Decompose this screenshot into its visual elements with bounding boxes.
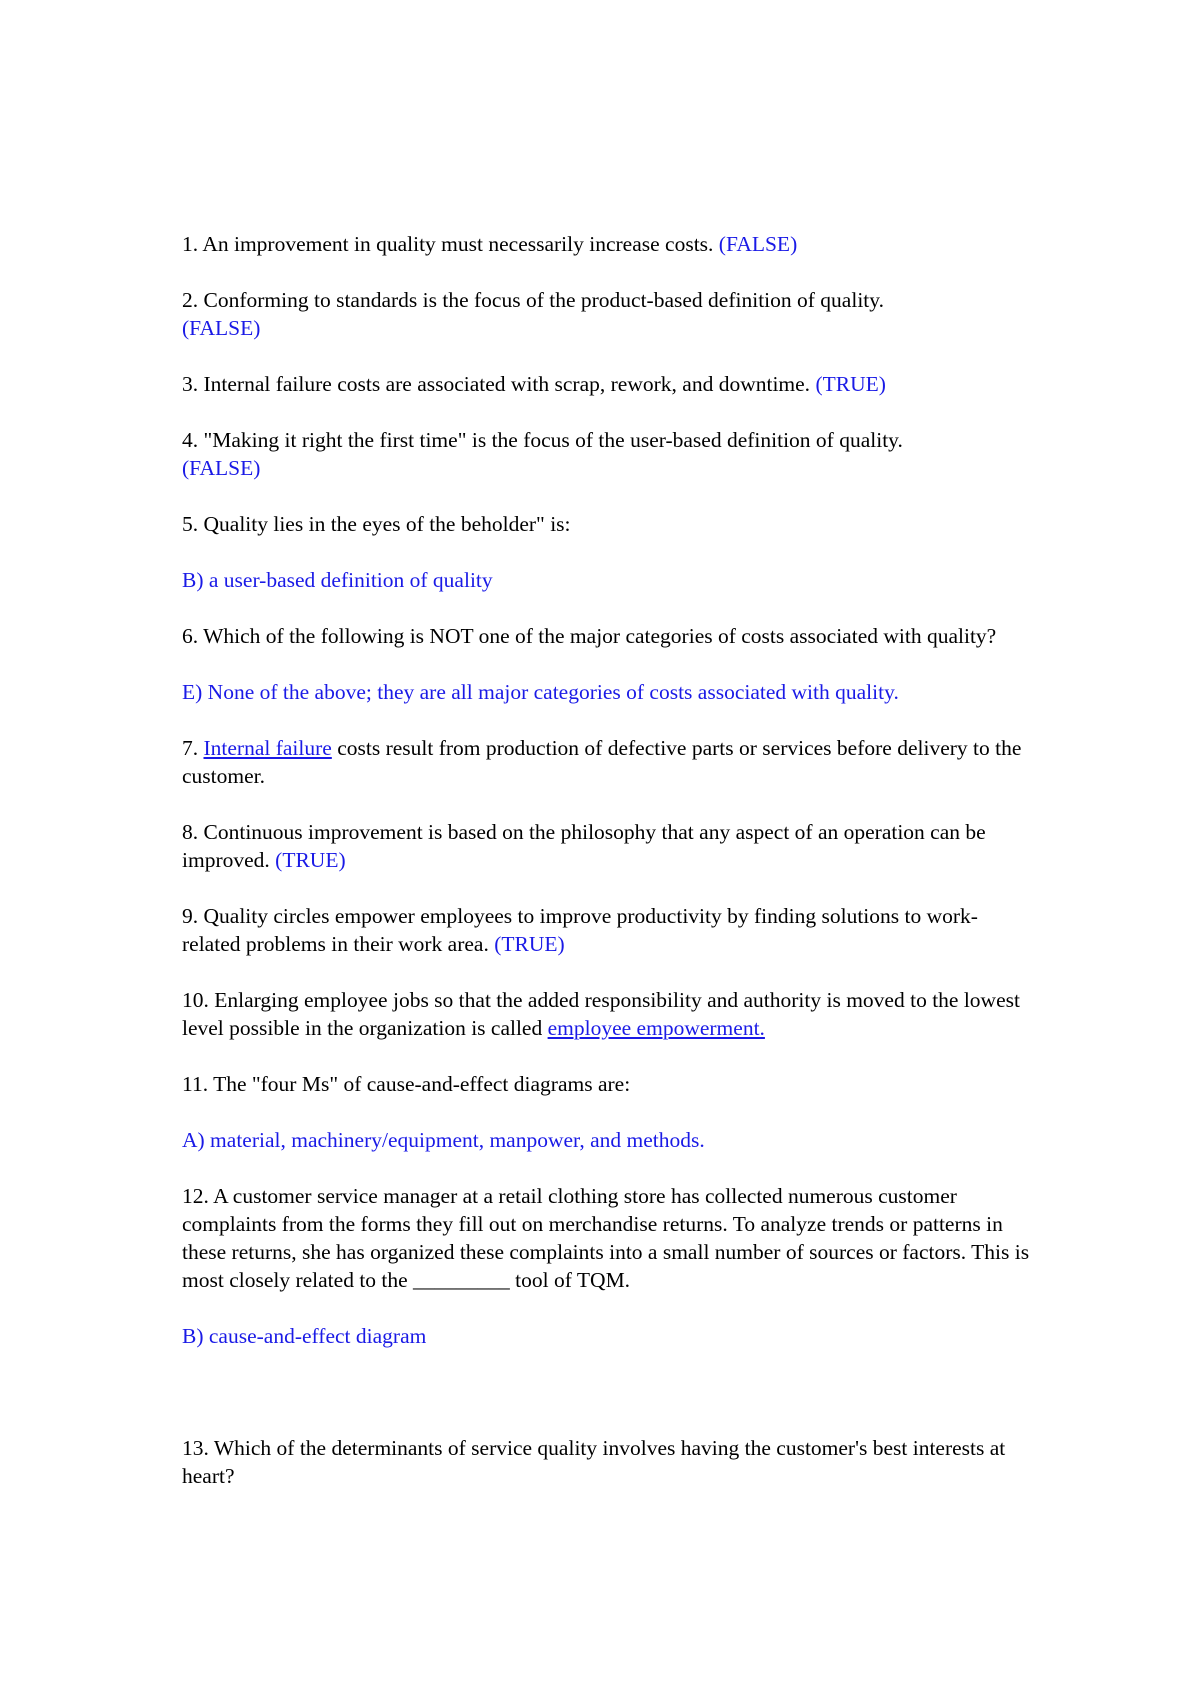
answer-text: (TRUE) (275, 848, 346, 872)
answer-11: A) material, machinery/equipment, manpower, and methods. (182, 1128, 705, 1152)
answer-text: (TRUE) (494, 932, 565, 956)
question-text: 9. Quality circles empower employees to improve productivity by finding solutions to work-related problems in their work area. (182, 904, 978, 956)
answer-6: E) None of the above; they are all major categories of costs associated with quality. (182, 680, 899, 704)
question-text: 5. Quality lies in the eyes of the beholder" is: (182, 512, 571, 536)
question-7 (182, 734, 1032, 790)
question-13 (182, 1434, 1032, 1490)
question-text: 8. Continuous improvement is based on the philosophy that any aspect of an operation can be improved. (182, 820, 986, 872)
answer-5: B) a user-based definition of quality (182, 568, 493, 592)
question-text: 10. Enlarging employee jobs so that the added responsibility and authority is moved to the lowest level possible in the organization is called (182, 988, 1020, 1040)
question-8 (182, 818, 1032, 874)
question-text: 12. A customer service manager at a retail clothing store has collected numerous customer complaints from the forms they fill out on merchandise returns. To analyze trends or patterns in these returns, she has organized these complaints into a small number of sources or factors. This is most closely related to the _________ tool of TQM. (182, 1184, 1030, 1292)
question-12 (182, 1182, 1032, 1294)
quiz-content (182, 230, 1032, 1518)
question-text: 13. Which of the determinants of service quality involves having the customer's best interests at heart? (182, 1436, 1006, 1488)
question-11 (182, 1070, 1032, 1098)
answer-12: B) cause-and-effect diagram (182, 1324, 427, 1348)
question-5 (182, 510, 1032, 538)
question-text: costs result from production of defective parts or services before delivery to the customer. (182, 736, 1022, 788)
question-6 (182, 622, 1032, 650)
question-3 (182, 370, 1032, 398)
answer-link[interactable]: employee empowerment. (547, 1016, 765, 1040)
question-number: 7. (182, 736, 199, 760)
answer-link[interactable]: Internal failure (203, 736, 332, 760)
answer-text: (TRUE) (815, 372, 886, 396)
question-4 (182, 426, 1032, 482)
question-1 (182, 230, 1032, 258)
answer-text: (FALSE) (182, 456, 261, 480)
answer-text: (FALSE) (182, 316, 261, 340)
question-2 (182, 286, 1032, 342)
question-9 (182, 902, 1032, 958)
question-text: 4. "Making it right the first time" is the focus of the user-based definition of quality. (182, 428, 903, 452)
question-text: 11. The "four Ms" of cause-and-effect diagrams are: (182, 1072, 631, 1096)
question-text: 6. Which of the following is NOT one of the major categories of costs associated with quality? (182, 624, 997, 648)
question-10 (182, 986, 1032, 1042)
question-text: 3. Internal failure costs are associated with scrap, rework, and downtime. (182, 372, 811, 396)
answer-text: (FALSE) (718, 232, 798, 256)
question-text: 1. An improvement in quality must necessarily increase costs. (182, 232, 714, 256)
question-text: 2. Conforming to standards is the focus of the product-based definition of quality. (182, 288, 884, 312)
spacer (182, 1378, 1032, 1434)
